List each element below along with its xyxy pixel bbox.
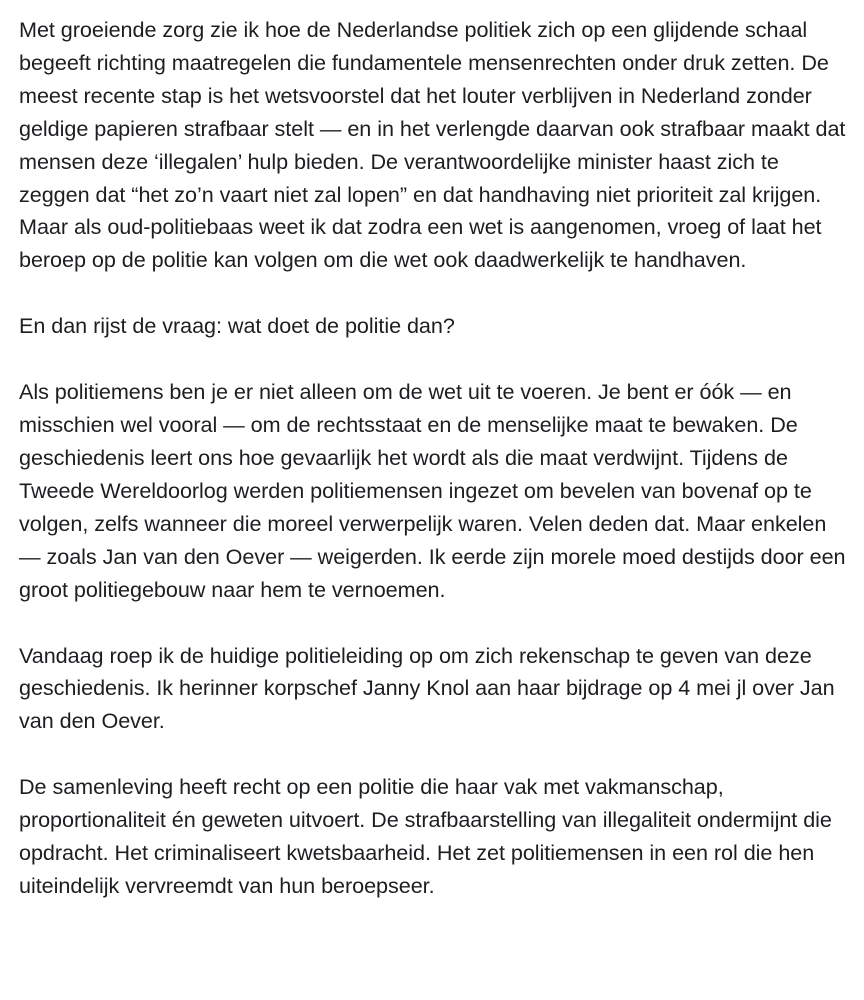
- post-paragraph-5: De samenleving heeft recht op een politie die haar vak met vakmanschap, proportionaliteit én geweten uitvoert. De strafbaarstelling van illegaliteit ondermijnt die opdracht. Het criminaliseert kwetsbaarheid. Het zet politiemensen in een rol die hen uiteindelijk vervreemdt van hun beroepseer.: [19, 774, 832, 898]
- post-paragraph-4: Vandaag roep ik de huidige politieleiding op om zich rekenschap te geven van deze geschiedenis. Ik herinner korpschef Janny Knol aan haar bijdrage op 4 mei jl over Jan van den Oever.: [19, 642, 835, 734]
- post-paragraph-3: Als politiemens ben je er niet alleen om de wet uit te voeren. Je bent er óók — en misschien wel vooral — om de rechtsstaat en de menselijke maat te bewaken. De geschiedenis leert ons hoe gevaarlijk het wordt als die maat verdwijnt. Tijdens de Tweede Wereldoorlog werden politiemensen ingezet om bevelen van bovenaf op te volgen, zelfs wanneer die moreel verwerpelijk waren. Velen deden dat. Maar enkelen — zoals Jan van den Oever — weigerden. Ik eerde zijn morele moed destijds door een groot politiegebouw naar hem te vernoemen.: [19, 379, 846, 602]
- post-paragraph-1: Met groeiende zorg zie ik hoe de Nederlandse politiek zich op een glijdende schaal begeeft richting maatregelen die fundamentele mensenrechten onder druk zetten. De meest recente stap is het wetsvoorstel dat het louter verblijven in Nederland zonder geldige papieren strafbaar stelt — en in het verlengde daarvan ook strafbaar maakt dat mensen deze ‘illegalen’ hulp bieden. De verantwoordelijke minister haast zich te zeggen dat “het zo’n vaart niet zal lopen” en dat handhaving niet prioriteit zal krijgen. Maar als oud-politiebaas weet ik dat zodra een wet is aangenomen, vroeg of laat het beroep op de politie kan volgen om die wet ook daadwerkelijk te handhaven.: [19, 17, 846, 273]
- post-paragraph-2: En dan rijst de vraag: wat doet de politie dan?: [19, 313, 455, 339]
